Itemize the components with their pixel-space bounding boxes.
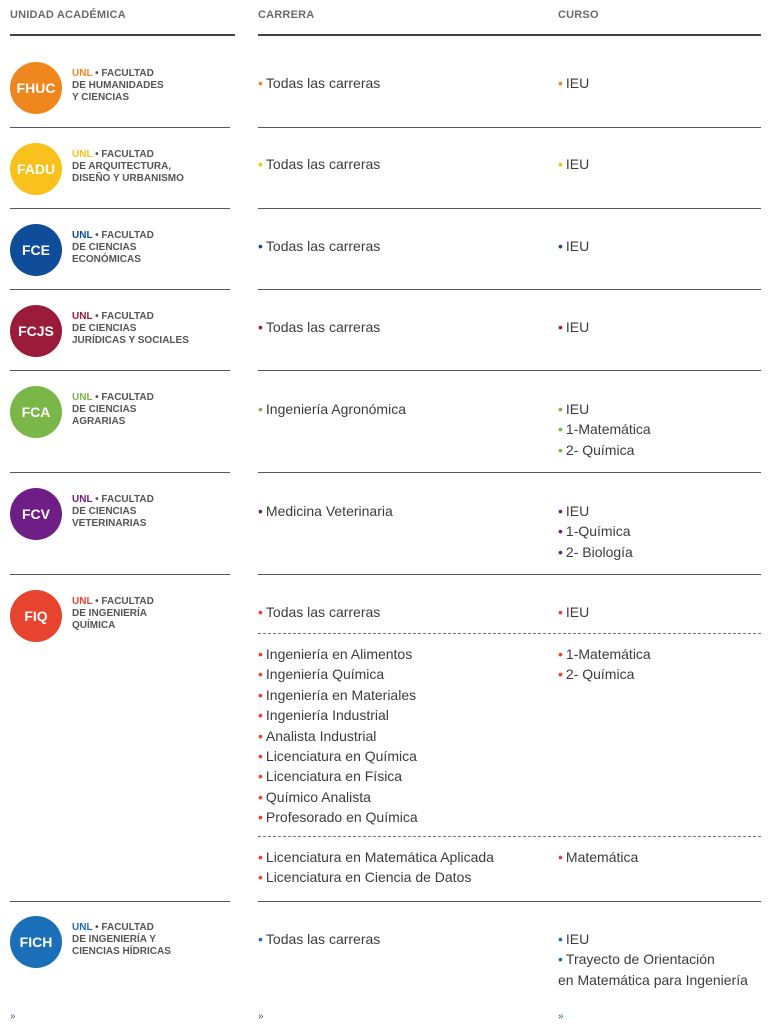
row-divider [258,472,761,473]
faculty-name-line [72,68,164,80]
header-divider [10,34,235,36]
course-list [558,847,638,867]
course-item [558,501,633,521]
career-item [258,501,393,521]
faculty-name-line: DE ARQUITECTURA, [72,161,172,172]
career-label: Todas las carreras [265,75,381,91]
bullet-icon: • [258,869,263,886]
facultad-label: • FACULTAD [95,311,154,322]
row-divider [258,289,761,290]
bullet-icon: • [258,156,263,172]
course-item [558,602,589,622]
course-label: IEU [565,75,590,91]
course-label: 2- Biología [565,543,633,560]
faculty-badge: FICH [10,916,62,968]
faculty-name [72,68,164,104]
course-label: Trayecto de Orientación [565,951,715,968]
course-list [558,501,633,562]
faculty-name-line [72,230,154,242]
career-list [258,929,380,949]
faculty-name-line: Y CIENCIAS [72,92,130,103]
facultad-label: • FACULTAD [95,68,154,79]
course-item [558,929,748,949]
bullet-icon: • [558,156,563,172]
course-list [558,317,589,337]
row-divider [10,472,230,473]
bullet-icon: • [558,523,563,540]
course-list [558,154,589,174]
bullet-icon: • [258,727,263,744]
faculty-name-line [72,596,154,608]
course-list [558,602,589,622]
career-list [258,602,380,622]
faculty-name-line [72,494,154,506]
career-label: Todas las carreras [265,156,381,172]
row-divider [10,370,230,371]
course-item [558,664,651,684]
bullet-icon: • [258,604,263,620]
chevron-down-icon[interactable]: » [558,1011,564,1022]
course-label: Matemática [565,849,639,865]
career-item [258,787,418,807]
career-item [258,746,418,766]
bullet-icon: • [558,75,563,91]
course-item [558,236,589,256]
row-divider [10,574,230,575]
course-item [558,949,748,969]
row-divider [258,127,761,128]
bullet-icon: • [558,951,563,968]
faculty-name-line: QUÍMICA [72,620,116,631]
course-item [558,847,638,867]
row-divider [10,208,230,209]
faculty-name-line: DE CIENCIAS [72,404,137,415]
facultad-label: • FACULTAD [95,149,154,160]
bullet-icon: • [558,401,563,417]
career-item [258,807,418,827]
faculty-name [72,230,154,266]
career-label: Licenciatura en Matemática Aplicada [265,849,494,865]
bullet-icon: • [558,421,563,438]
career-list [258,644,418,828]
career-label: Licenciatura en Ciencia de Datos [265,869,472,886]
course-list [558,929,748,990]
career-label: Ingeniería Agronómica [265,401,406,417]
course-label: IEU [565,238,590,254]
career-item [258,644,418,664]
bullet-icon: • [258,931,263,947]
course-label: IEU [565,401,590,417]
career-label: Analista Industrial [265,727,377,744]
career-label: Todas las carreras [265,931,381,947]
career-item [258,766,418,786]
chevron-down-icon[interactable]: » [258,1011,264,1022]
faculty-name-line [72,149,184,161]
faculty-name-line: DE CIENCIAS [72,323,137,334]
course-list [558,236,589,256]
bullet-icon: • [558,849,563,865]
bullet-icon: • [258,646,263,662]
career-item [258,664,418,684]
course-item [558,521,633,541]
unl-label: UNL [72,392,93,403]
faculty-name [72,311,189,347]
unl-label: UNL [72,68,93,79]
bullet-icon: • [558,931,563,947]
chevron-down-icon[interactable]: » [10,1011,16,1022]
unl-label: UNL [72,311,93,322]
course-item [558,317,589,337]
bullet-icon: • [558,238,563,254]
bullet-icon: • [258,686,263,703]
faculty-name-line: JURÍDICAS Y SOCIALES [72,335,189,346]
career-label: Todas las carreras [265,604,381,620]
faculty-name-line: AGRARIAS [72,416,126,427]
faculty-badge: FCE [10,224,62,276]
bullet-icon: • [558,666,563,683]
unl-label: UNL [72,596,93,607]
course-label: IEU [565,931,590,947]
career-list [258,73,380,93]
bullet-icon: • [558,441,563,458]
bullet-icon: • [258,849,263,865]
unl-label: UNL [72,149,93,160]
course-label: 2- Química [565,441,635,458]
course-item [558,440,651,460]
faculty-name-line [72,311,189,323]
faculty-name-line: DE INGENIERÍA Y [72,934,156,945]
course-list [558,644,651,685]
career-list [258,317,380,337]
header-divider [258,34,761,36]
faculty-name-line: DISEÑO Y URBANISMO [72,173,184,184]
faculty-badge: FADU [10,143,62,195]
bullet-icon: • [558,503,563,519]
faculty-name [72,392,154,428]
course-item [558,399,651,419]
course-label: 1-Matemática [565,421,651,438]
faculty-badge: FCA [10,386,62,438]
faculty-name-line: VETERINARIAS [72,518,147,529]
row-divider [258,208,761,209]
career-label: Profesorado en Química [265,809,418,826]
course-label: 2- Química [565,666,635,683]
course-label: 1-Química [565,523,631,540]
facultad-label: • FACULTAD [95,922,154,933]
career-label: Licenciatura en Química [265,748,417,765]
course-label: en Matemática para Ingeniería [558,971,748,988]
bullet-icon: • [258,75,263,91]
header-career: CARRERA [258,9,315,21]
career-item [258,73,380,93]
career-item [258,602,380,622]
faculty-badge: FHUC [10,62,62,114]
career-label: Licenciatura en Física [265,768,403,785]
career-item [258,929,380,949]
faculty-name [72,149,184,185]
career-item [258,317,380,337]
group-divider [258,633,761,634]
career-label: Todas las carreras [265,319,381,335]
bullet-icon: • [258,809,263,826]
career-label: Químico Analista [265,788,371,805]
header-unit: UNIDAD ACADÉMICA [10,9,126,21]
career-list [258,847,494,888]
bullet-icon: • [258,707,263,724]
bullet-icon: • [258,401,263,417]
bullet-icon: • [558,604,563,620]
faculty-badge: FCJS [10,305,62,357]
course-label: IEU [565,156,590,172]
bullet-icon: • [258,666,263,683]
course-label: IEU [565,503,590,519]
course-item [558,970,748,990]
faculty-name [72,596,154,632]
career-label: Medicina Veterinaria [265,503,393,519]
bullet-icon: • [258,748,263,765]
unl-label: UNL [72,922,93,933]
unl-label: UNL [72,494,93,505]
bullet-icon: • [258,319,263,335]
row-divider [258,901,761,902]
bullet-icon: • [258,768,263,785]
bullet-icon: • [258,503,263,519]
facultad-label: • FACULTAD [95,596,154,607]
course-list [558,73,589,93]
faculty-name-line [72,392,154,404]
faculty-name-line: DE HUMANIDADES [72,80,164,91]
faculty-name [72,922,171,958]
bullet-icon: • [258,238,263,254]
header-course: CURSO [558,9,599,21]
career-item [258,399,406,419]
faculty-name-line: DE INGENIERÍA [72,608,148,619]
course-label: IEU [565,319,590,335]
facultad-label: • FACULTAD [95,392,154,403]
faculty-name-line: ECONÓMICAS [72,254,141,265]
career-item [258,685,418,705]
faculty-badge: FIQ [10,590,62,642]
bullet-icon: • [558,543,563,560]
career-label: Ingeniería en Alimentos [265,646,413,662]
bullet-icon: • [558,319,563,335]
course-label: 1-Matemática [565,646,651,662]
row-divider [10,901,230,902]
row-divider [10,127,230,128]
row-divider [258,574,761,575]
course-item [558,644,651,664]
career-list [258,154,380,174]
facultad-label: • FACULTAD [95,230,154,241]
facultad-label: • FACULTAD [95,494,154,505]
faculty-name-line [72,922,171,934]
course-label: IEU [565,604,590,620]
unl-label: UNL [72,230,93,241]
faculty-name [72,494,154,530]
career-item [258,726,418,746]
course-item [558,542,633,562]
career-label: Ingeniería Industrial [265,707,389,724]
career-item [258,154,380,174]
course-item [558,73,589,93]
career-list [258,399,406,419]
faculty-name-line: DE CIENCIAS [72,506,137,517]
career-item [258,236,380,256]
career-list [258,236,380,256]
bullet-icon: • [558,646,563,662]
faculty-name-line: DE CIENCIAS [72,242,137,253]
course-item [558,154,589,174]
row-divider [10,289,230,290]
career-label: Ingeniería en Materiales [265,686,417,703]
course-item [558,419,651,439]
course-list [558,399,651,460]
faculty-name-line: CIENCIAS HÍDRICAS [72,946,171,957]
career-item [258,847,494,867]
career-list [258,501,393,521]
faculty-badge: FCV [10,488,62,540]
group-divider [258,836,761,837]
bullet-icon: • [258,788,263,805]
career-label: Ingeniería Química [265,666,385,683]
career-label: Todas las carreras [265,238,381,254]
row-divider [258,370,761,371]
career-item [258,867,494,887]
career-item [258,705,418,725]
